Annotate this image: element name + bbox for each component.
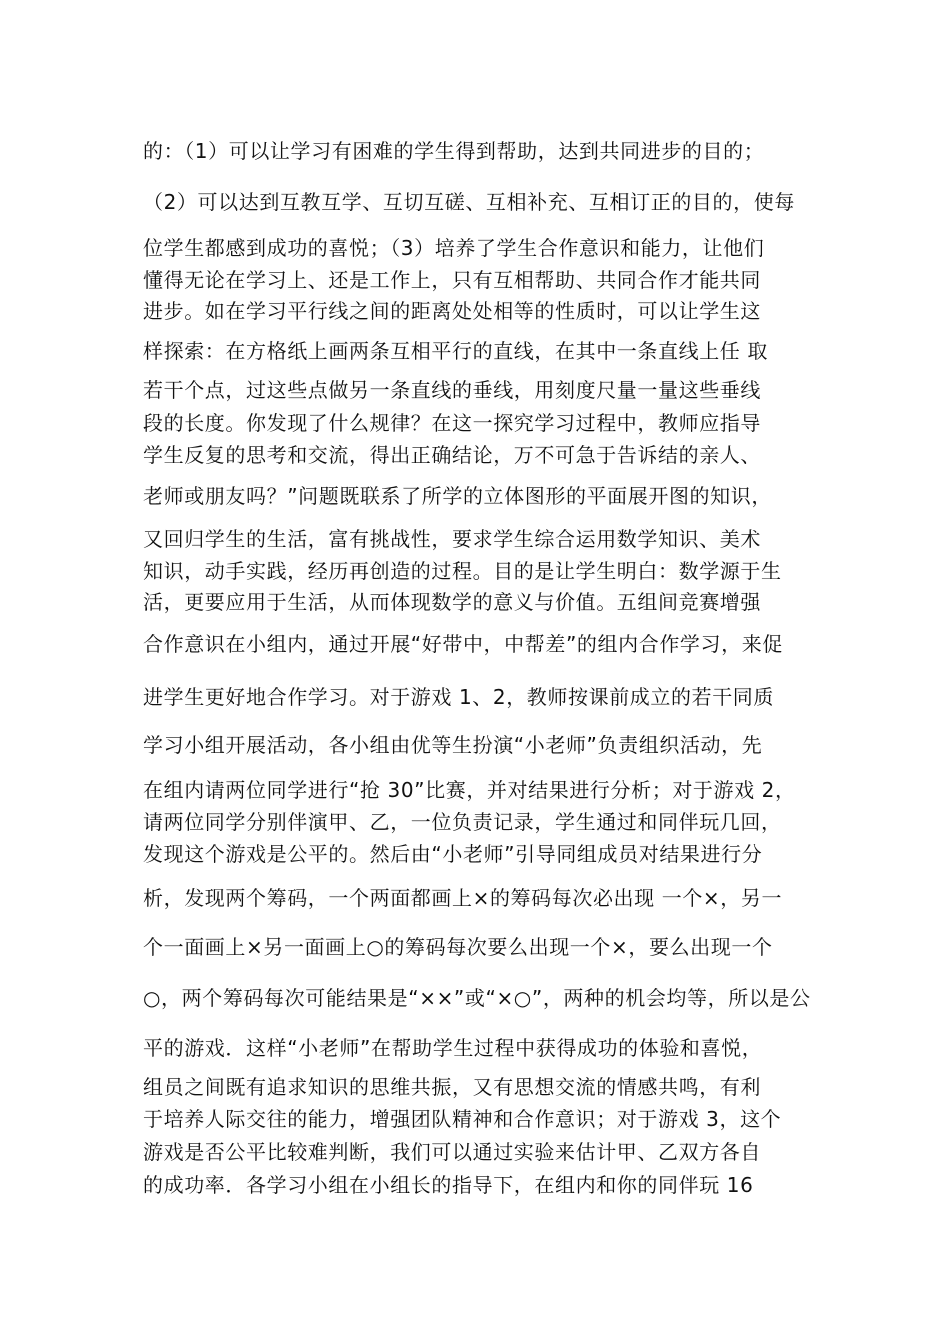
text-line: 又回归学生的生活，富有挑战性，要求学生综合运用数学知识、美术 xyxy=(143,527,761,551)
text-line: 老师或朋友吗？”问题既联系了所学的立体图形的平面展开图的知识， xyxy=(143,484,772,508)
text-line: 在组内请两位同学进行“抢 30”比赛，并对结果进行分析；对于游戏 2， xyxy=(143,778,796,802)
text-line: 知识，动手实践，经历再创造的过程。目的是让学生明白：数学源于生 xyxy=(143,559,782,583)
text-line: 组员之间既有追求知识的思维共振，又有思想交流的情感共鸣，有利 xyxy=(143,1075,761,1099)
text-line: （2）可以达到互教互学、互切互磋、互相补充、互相订正的目的，使每 xyxy=(143,190,795,214)
text-line: 析，发现两个筹码，一个两面都画上×的筹码每次必出现 一个×，另一 xyxy=(143,886,783,910)
text-line: ○，两个筹码每次可能结果是“××”或“×○”，两种的机会均等，所以是公 xyxy=(143,986,811,1010)
text-line: 段的长度。你发现了什么规律？在这一探究学习过程中，教师应指导 xyxy=(143,411,761,435)
text-line: 请两位同学分别伴演甲、乙，一位负责记录，学生通过和同伴玩几回， xyxy=(143,810,782,834)
text-line: 的成功率．各学习小组在小组长的指导下，在组内和你的同伴玩 16 xyxy=(143,1173,754,1197)
text-line: 学习小组开展活动，各小组由优等生扮演“小老师”负责组织活动，先 xyxy=(143,733,763,757)
text-line: 样探索：在方格纸上画两条互相平行的直线，在其中一条直线上任 取 xyxy=(143,339,768,363)
text-line: 合作意识在小组内，通过开展“好带中，中帮差”的组内合作学习，来促 xyxy=(143,632,783,656)
text-line: 进学生更好地合作学习。对于游戏 1、2，教师按课前成立的若干同质 xyxy=(143,685,775,709)
text-line: 发现这个游戏是公平的。然后由“小老师”引导同组成员对结果进行分 xyxy=(143,842,763,866)
text-line: 于培养人际交往的能力，增强团队精神和合作意识；对于游戏 3，这个 xyxy=(143,1107,782,1131)
text-line: 平的游戏．这样“小老师”在帮助学生过程中获得成功的体验和喜悦， xyxy=(143,1036,763,1060)
text-line: 懂得无论在学习上、还是工作上，只有互相帮助、共同合作才能共同 xyxy=(143,268,761,292)
text-line: 活，更要应用于生活，从而体现数学的意义与价值。五组间竞赛增强 xyxy=(143,590,761,614)
text-line: 若干个点，过这些点做另一条直线的垂线，用刻度尺量一量这些垂线 xyxy=(143,378,761,402)
text-line: 的：（1）可以让学习有困难的学生得到帮助，达到共同进步的目的； xyxy=(143,139,765,163)
text-line: 进步。如在学习平行线之间的距离处处相等的性质时，可以让学生这 xyxy=(143,299,761,323)
text-line: 个一面画上×另一面画上○的筹码每次要么出现一个×，要么出现一个 xyxy=(143,935,773,959)
text-line: 游戏是否公平比较难判断，我们可以通过实验来估计甲、乙双方各自 xyxy=(143,1140,761,1164)
text-line: 学生反复的思考和交流，得出正确结论，万不可急于告诉结的亲人、 xyxy=(143,443,761,467)
text-line: 位学生都感到成功的喜悦；（3）培养了学生合作意识和能力，让他们 xyxy=(143,236,765,260)
